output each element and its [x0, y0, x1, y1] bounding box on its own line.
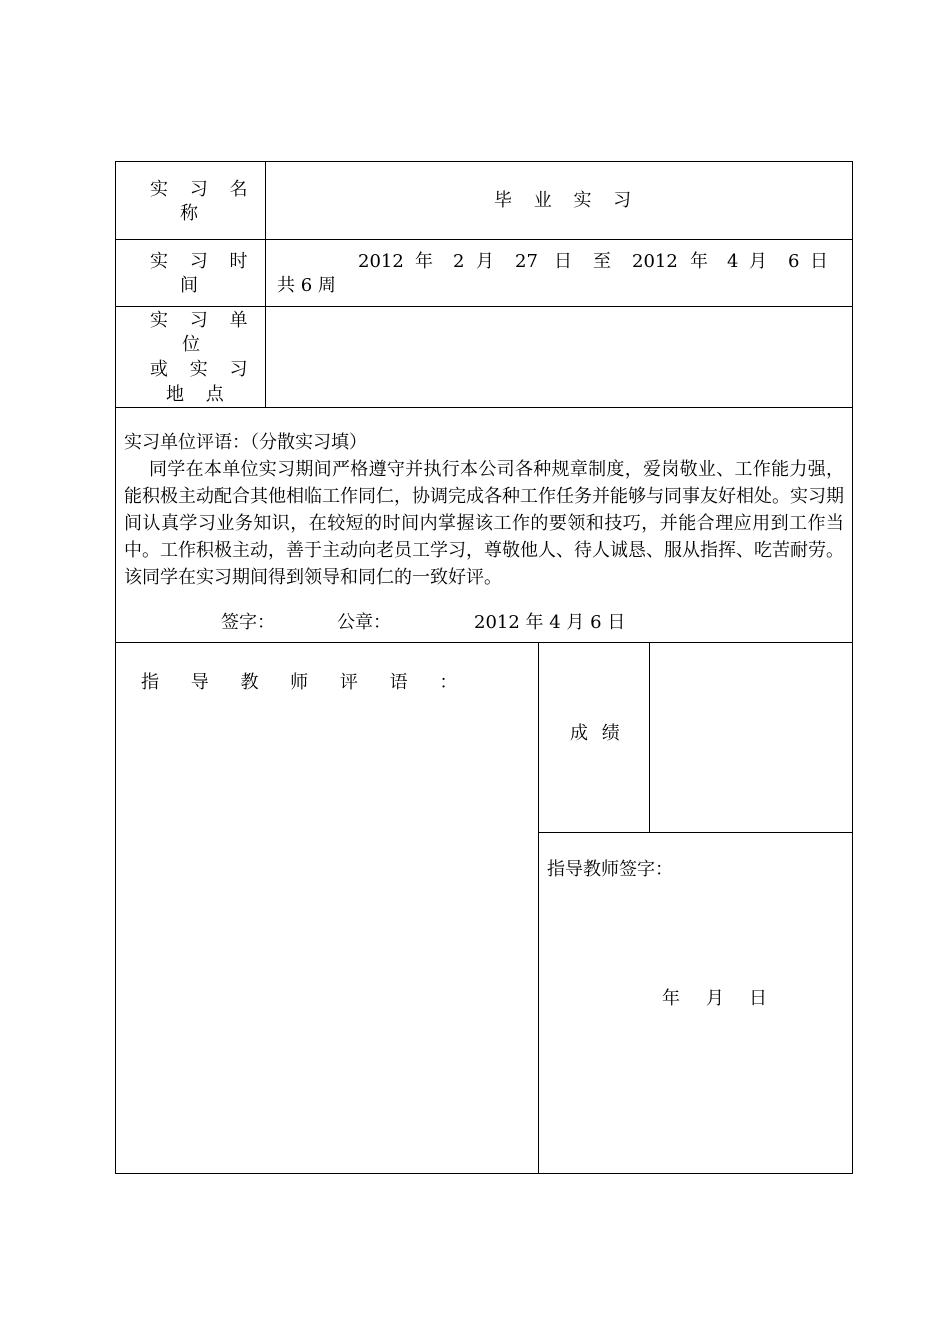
unit-label-line4: 地 点 [166, 384, 232, 405]
teacher-date-year: 年 [662, 988, 680, 1009]
grade-label: 成 绩 [570, 723, 624, 744]
unit-seal-label: 公章： [337, 612, 391, 633]
name-label-line2: 称 [180, 203, 198, 224]
start-year: 2012 [358, 251, 404, 272]
start-year-char: 年 [415, 251, 433, 272]
teacher-date-month: 月 [706, 988, 724, 1009]
row-divider-1 [115, 239, 853, 240]
row-divider-4 [115, 642, 853, 643]
table-right-border [852, 161, 853, 1174]
end-year-char: 年 [690, 251, 708, 272]
unit-comment-date: 2012 年 4 月 6 日 [474, 612, 626, 633]
duration: 共 6 周 [277, 275, 336, 296]
end-year: 2012 [632, 251, 678, 272]
row-divider-2 [115, 306, 853, 307]
row-divider-3 [115, 407, 853, 408]
name-label-line1: 实 习 名 [150, 179, 256, 200]
teacher-comment-label: 指 导 教 师 评 语 ： [141, 672, 471, 693]
end-month-char: 月 [749, 251, 767, 272]
unit-label-line2: 位 [182, 334, 200, 355]
teacher-column-divider [538, 642, 539, 1173]
unit-comment-body: 同学在本单位实习期间严格遵守并执行本公司各种规章制度，爱岗敬业、工作能力强，能积极主动配合其他相临工作同仁，协调完成各种工作任务并能够与同事友好相处。实习期间认真学习业务知识，在较短的时间内掌握该工作的要领和技巧，并能合理应用到工作当中。工作积极主动，善于主动向老员工学习，尊敬他人、待人诚恳、服从指挥、吃苦耐劳。该同学在实习期间得到领导和同仁的一致好评。 [124, 459, 844, 588]
teacher-sign-label: 指导教师签字： [547, 859, 673, 880]
unit-sign-label: 签字： [221, 612, 275, 633]
to-char: 至 [593, 251, 611, 272]
name-value: 毕 业 实 习 [494, 190, 640, 211]
end-day: 6 [788, 251, 800, 272]
unit-label-line3: 或 实 习 [150, 359, 256, 380]
start-day-char: 日 [554, 251, 572, 272]
start-month-char: 月 [476, 251, 494, 272]
unit-comment-heading: 实习单位评语：（分散实习填） [124, 432, 367, 453]
table-top-border [115, 161, 853, 162]
end-day-char: 日 [810, 251, 828, 272]
grade-column-divider [649, 642, 650, 832]
start-day: 27 [515, 251, 538, 272]
label-column-divider [265, 161, 266, 407]
time-label-line1: 实 习 时 [150, 251, 256, 272]
table-left-border [115, 161, 116, 1174]
table-bottom-border [115, 1173, 853, 1174]
start-month: 2 [453, 251, 465, 272]
time-label-line2: 间 [180, 275, 198, 296]
grade-divider [538, 832, 853, 833]
teacher-date-day: 日 [749, 988, 767, 1009]
end-month: 4 [727, 251, 739, 272]
unit-label-line1: 实 习 单 [150, 310, 256, 331]
